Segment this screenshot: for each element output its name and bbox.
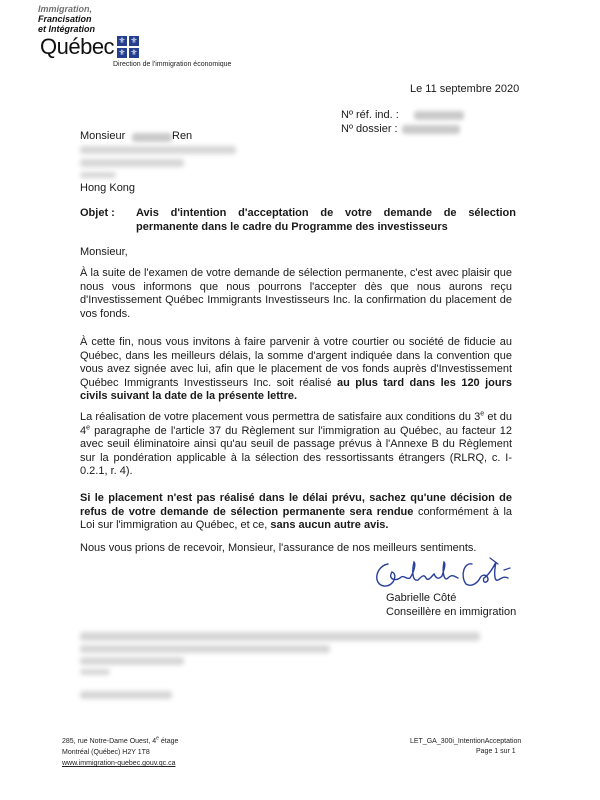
paragraph-4-text: conformément à la Loi sur l'immigration au Québec, et ce, [80, 505, 513, 531]
fleur-de-lys-icon: ⚜ [118, 48, 126, 57]
signer-name: Gabrielle Côté [386, 592, 457, 604]
footer-page-number: Page 1 sur 1 [476, 748, 516, 755]
paragraph-2 [80, 336, 512, 404]
object-text: Avis d'intention d'acceptation de votre demande de sélection permanente dans le cadre du Programme des investisseurs [136, 207, 516, 233]
paragraph-3 [80, 411, 512, 479]
fleur-de-lys-icon: ⚜ [130, 48, 138, 57]
footer-address-line-1 [62, 737, 178, 746]
ministry-header [38, 4, 95, 34]
footer-address-line-2: Montréal (Québec) H2Y 1T8 [62, 749, 150, 756]
redacted-cc-line [80, 632, 480, 641]
redacted-firstname [132, 133, 172, 142]
fleur-de-lys-icon: ⚜ [130, 36, 138, 45]
ministry-line-3: et Intégration [38, 24, 96, 34]
fleur-de-lys-icon: ⚜ [118, 36, 126, 45]
paragraph-3-text-c: paragraphe de l'article 37 du Règlement sur l'immigration au Québec, au facteur 12 avec seuil éliminatoire ainsi qu'au seuil de passage prévus à l'Annexe B du Règlement sur la pondération applicable à la sélection des ressortissants étrangers (RLRQ, c. I-0.2.1, r. 4). [80, 424, 512, 477]
handwritten-signature [368, 556, 518, 594]
footer-website-link[interactable]: www.immigration-quebec.gouv.qc.ca [62, 760, 176, 767]
paragraph-4 [80, 492, 512, 533]
footer-address [62, 737, 178, 768]
paragraph-3-text-a: La réalisation de votre placement vous permettra de satisfaire aux conditions du 3 [80, 411, 481, 423]
redacted-address-line [80, 146, 236, 154]
redacted-cc-line [80, 669, 110, 675]
superscript: e [156, 735, 159, 742]
paragraph-2-deadline: au plus tard dans les 120 jours civils suivant la date de la présente lettre. [80, 376, 512, 402]
redacted-ref [414, 111, 464, 120]
direction-name: Direction de l'immigration économique [113, 61, 232, 68]
paragraph-3-text-b: et du 4 [80, 411, 512, 437]
greeting: Monsieur, [80, 246, 128, 258]
superscript: e [480, 410, 485, 418]
redacted-address-line [80, 159, 184, 167]
redacted-dossier [402, 125, 460, 134]
ministry-line-1: Immigration, [38, 4, 93, 14]
object-label: Objet : [80, 207, 115, 219]
letter-date: Le 11 septembre 2020 [410, 83, 520, 95]
redacted-cc-line [80, 645, 330, 653]
recipient-title: Monsieur [80, 130, 126, 142]
recipient-surname: Ren [172, 130, 193, 142]
redacted-cc-line [80, 691, 172, 699]
recipient-city: Hong Kong [80, 182, 136, 194]
dossier-label: Nº dossier : [341, 123, 398, 135]
closing-formula: Nous vous prions de recevoir, Monsieur, l'assurance de nos meilleurs sentiments. [80, 542, 477, 554]
paragraph-1: À la suite de l'examen de votre demande de sélection permanente, c'est avec plaisir que nous vous informons que nous pourrons l'accepter dès que nous aurons reçu d'Investissement Québec Immigrants Investisseurs Inc. la confirmation du placement de vos fonds. [80, 267, 512, 320]
signer-title: Conseillère en immigration [386, 606, 517, 618]
paragraph-2-text: À cette fin, nous vous invitons à faire parvenir à votre courtier ou société de fiducie au Québec, dans les meilleurs délais, la somme d'argent indiquée dans la convention que vous avez signée avec lui, afin que le placement de vos fonds auprès d'Investissement Québec Immigrants Investisseurs Inc. soit réalisé [80, 336, 512, 389]
quebec-logo-text: Québec [40, 34, 115, 59]
fleur-de-lys-logo [117, 36, 139, 58]
paragraph-4-warning: Si le placement n'est pas réalisé dans le délai prévu, sachez qu'une décision de refus de votre demande de sélection permanente sera rendue [80, 492, 512, 518]
footer-floor: étage [158, 738, 179, 745]
footer-street: 285, rue Notre-Dame Ouest, 4 [62, 738, 157, 745]
redacted-cc-line [80, 657, 184, 665]
paragraph-4-no-notice: sans aucun autre avis. [270, 519, 389, 531]
superscript: e [86, 423, 91, 431]
redacted-address-line [80, 172, 116, 178]
ministry-line-2: Francisation [38, 14, 92, 24]
footer-doc-code: LET_GA_300i_IntentionAcceptation [410, 738, 522, 745]
ref-label: Nº réf. ind. : [341, 109, 399, 121]
